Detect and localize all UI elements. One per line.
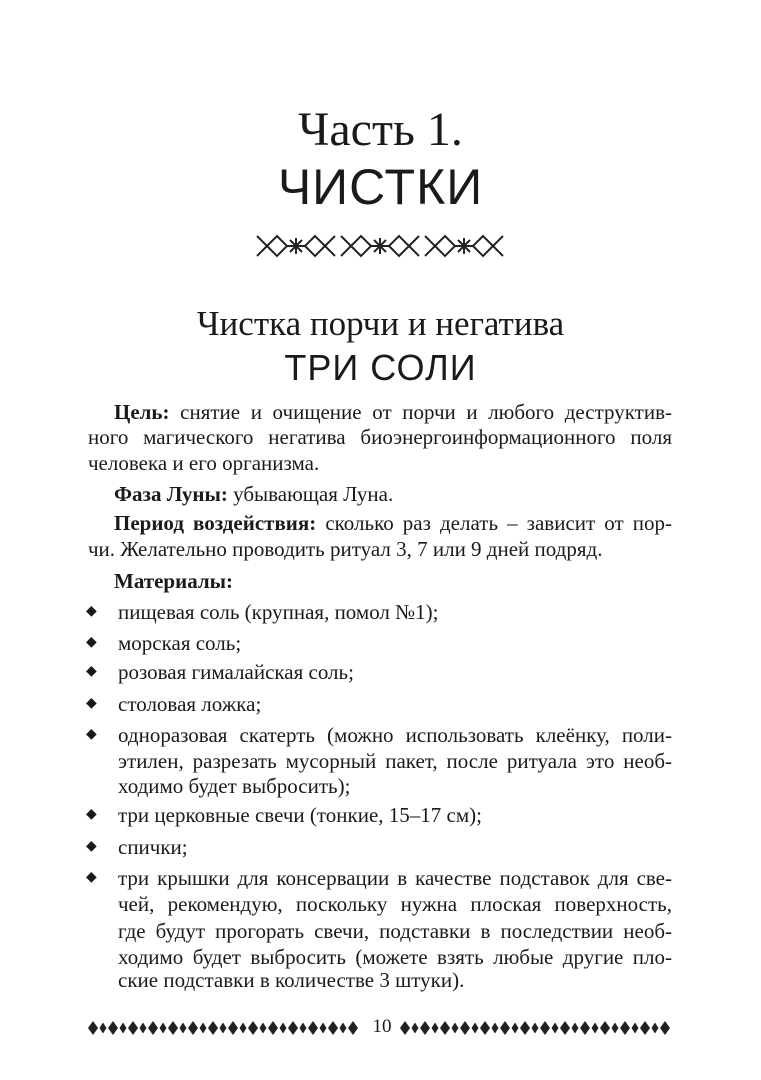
- material-item-line: [118, 722, 672, 748]
- diamond-ornament: [492, 1023, 499, 1034]
- diamond-ornament: [412, 1023, 419, 1034]
- diamond-bullet-icon: ◆: [86, 839, 97, 854]
- diamond-ornament: [220, 1023, 227, 1034]
- diamond-ornament: [108, 1021, 118, 1035]
- footer-ornament-left: [88, 1018, 360, 1038]
- diamond-ornament: [340, 1023, 347, 1034]
- material-item-line: [118, 691, 672, 717]
- paragraph-line: [88, 510, 672, 536]
- material-text: розовая гималайская соль;: [118, 660, 354, 684]
- paragraph-line: [88, 424, 672, 450]
- material-item-line: [118, 802, 672, 828]
- diamond-ornament: [100, 1023, 107, 1034]
- diamond-ornament: [420, 1021, 430, 1035]
- material-text: ходимо будет выбросить);: [118, 774, 351, 798]
- diamond-ornament: [148, 1021, 158, 1035]
- diamond-ornament: [552, 1023, 559, 1034]
- diamond-ornament: [308, 1021, 318, 1035]
- diamond-ornament: [452, 1023, 459, 1034]
- diamond-ornament: [228, 1021, 238, 1035]
- diamond-ornament: [472, 1023, 479, 1034]
- paragraph-text: ного магического негатива биоэнергоинформационного поля: [88, 425, 672, 449]
- material-text: ходимо будет выбросить (можете взять любые другие пло-: [118, 945, 672, 969]
- paragraph-line: [88, 450, 672, 476]
- diamond-ornament: [88, 1021, 98, 1035]
- diamond-ornament: [572, 1023, 579, 1034]
- diamond-ornament: [532, 1023, 539, 1034]
- diamond-ornament: [160, 1023, 167, 1034]
- diamond-ornament: [600, 1021, 610, 1035]
- diamond-ornament: [320, 1023, 327, 1034]
- material-text: морская соль;: [118, 631, 242, 655]
- diamond-ornament: [560, 1021, 570, 1035]
- diamond-ornament: [520, 1021, 530, 1035]
- paragraph-label: Цель:: [114, 400, 170, 424]
- diamond-ornament: [208, 1021, 218, 1035]
- diamond-ornament: [592, 1023, 599, 1034]
- diamond-ornament: [512, 1023, 519, 1034]
- material-item-line: [118, 834, 672, 860]
- diamond-ornament: [268, 1021, 278, 1035]
- chapter-subtitle: ТРИ СОЛИ: [284, 347, 477, 388]
- diamond-ornament: [120, 1023, 127, 1034]
- diamond-ornament: [280, 1023, 287, 1034]
- diamond-ornament: [240, 1023, 247, 1034]
- diamond-ornament: [140, 1023, 147, 1034]
- diamond-bullet-icon: ◆: [86, 727, 97, 742]
- chapter-title: Чистка порчи и негатива: [196, 304, 565, 343]
- paragraph-label: Фаза Луны:: [114, 482, 228, 506]
- paragraph-line: [88, 536, 672, 562]
- diamond-ornament: [580, 1021, 590, 1035]
- paragraph-label: Материалы:: [114, 569, 234, 593]
- paragraph-label: Период воздействия:: [114, 511, 317, 535]
- diamond-ornament: [180, 1023, 187, 1034]
- diamond-bullet-icon: ◆: [86, 696, 97, 711]
- paragraph-line: [88, 568, 672, 594]
- material-text: столовая ложка;: [118, 692, 262, 716]
- paragraph-line: [88, 399, 672, 425]
- material-text: ские подставки в количестве 3 штуки).: [118, 968, 465, 992]
- diamond-ornament: [168, 1021, 178, 1035]
- diamond-ornament: [640, 1021, 650, 1035]
- material-item-line: [118, 891, 672, 917]
- ornament-divider: [255, 232, 507, 262]
- material-text: чей, рекомендую, поскольку нужна плоская поверхность,: [118, 892, 672, 916]
- material-text: этилен, разрезать мусорный пакет, после ритуала это необ-: [118, 749, 672, 773]
- cross-stitch-ornament: [257, 236, 503, 256]
- diamond-ornament: [300, 1023, 307, 1034]
- diamond-ornament: [348, 1021, 358, 1035]
- diamond-ornament: [460, 1021, 470, 1035]
- diamond-ornament: [612, 1023, 619, 1034]
- paragraph-text: сколько раз делать – зависит от пор-: [316, 511, 672, 535]
- material-item-line: [118, 748, 672, 774]
- material-text: спички;: [118, 835, 188, 859]
- material-text: где будут прогорать свечи, подставки в последствии необ-: [118, 919, 672, 943]
- paragraph-text: человека и его организма.: [88, 451, 320, 475]
- page-number: 10: [372, 1016, 392, 1037]
- diamond-ornament: [248, 1021, 258, 1035]
- part-title: Часть 1.: [298, 103, 463, 156]
- diamond-ornament: [652, 1023, 659, 1034]
- material-item-line: [118, 967, 672, 993]
- material-item-line: [118, 659, 672, 685]
- material-item-line: [118, 773, 672, 799]
- diamond-bullet-icon: ◆: [86, 635, 97, 650]
- paragraph-line: [88, 481, 672, 507]
- paragraph-text: снятие и очищение от порчи и любого деструктив-: [169, 400, 672, 424]
- paragraph-text: убывающая Луна.: [227, 482, 394, 506]
- material-item-line: [118, 918, 672, 944]
- diamond-ornament: [500, 1021, 510, 1035]
- paragraph-text: чи. Желательно проводить ритуал 3, 7 или 9 дней подряд.: [88, 537, 603, 561]
- section-title: ЧИСТКИ: [277, 159, 484, 215]
- diamond-ornament: [128, 1021, 138, 1035]
- diamond-ornament: [432, 1023, 439, 1034]
- material-text: три церковные свечи (тонкие, 15–17 см);: [118, 803, 482, 827]
- diamond-ornament: [260, 1023, 267, 1034]
- diamond-ornament: [400, 1021, 410, 1035]
- material-text: одноразовая скатерть (можно использовать клеёнку, поли-: [118, 723, 672, 747]
- diamond-ornament: [328, 1021, 338, 1035]
- diamond-ornament: [188, 1021, 198, 1035]
- diamond-ornament: [632, 1023, 639, 1034]
- diamond-bullet-icon: ◆: [86, 807, 97, 822]
- diamond-ornament: [620, 1021, 630, 1035]
- diamond-bullet-icon: ◆: [86, 870, 97, 885]
- material-item-line: [118, 865, 672, 891]
- diamond-ornament: [540, 1021, 550, 1035]
- footer-ornament-right: [400, 1018, 672, 1038]
- material-item-line: [118, 630, 672, 656]
- diamond-ornament: [288, 1021, 298, 1035]
- material-text: пищевая соль (крупная, помол №1);: [118, 600, 439, 624]
- material-text: три крышки для консервации в качестве подставок для све-: [118, 866, 672, 890]
- material-item-line: [118, 599, 672, 625]
- diamond-ornament: [480, 1021, 490, 1035]
- diamond-ornament: [440, 1021, 450, 1035]
- diamond-ornament: [660, 1021, 670, 1035]
- diamond-bullet-icon: ◆: [86, 604, 97, 619]
- diamond-bullet-icon: ◆: [86, 664, 97, 679]
- diamond-ornament: [200, 1023, 207, 1034]
